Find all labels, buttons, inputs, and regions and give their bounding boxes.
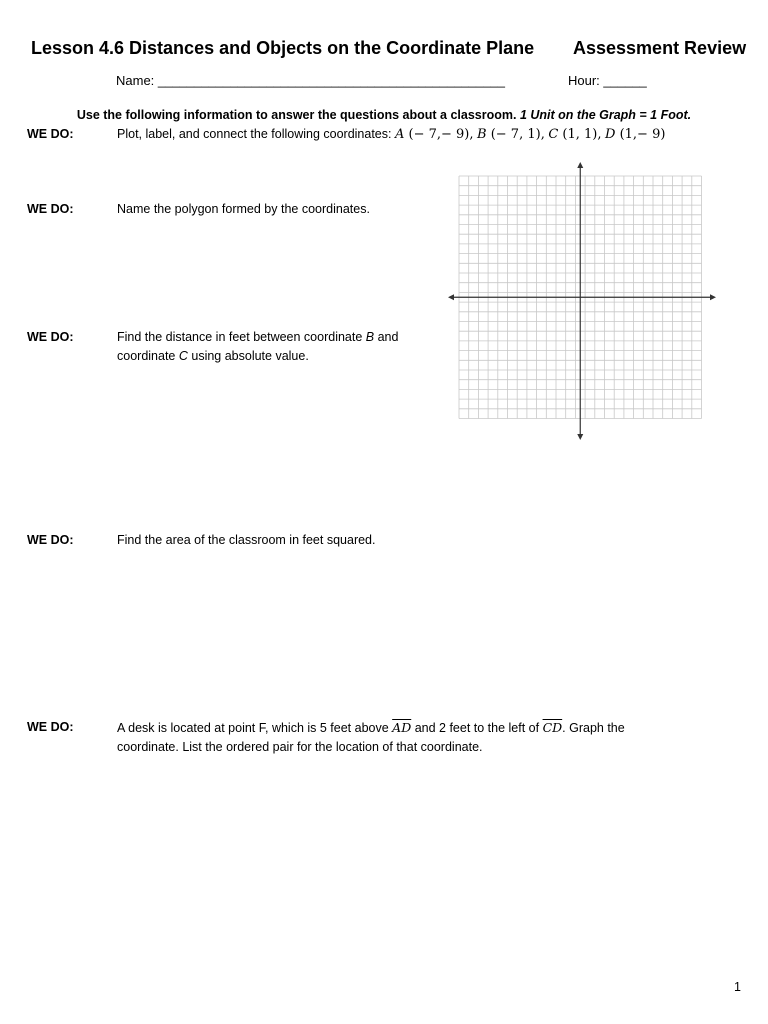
hour-blank[interactable]: ______ bbox=[603, 73, 647, 88]
var-b: B bbox=[365, 330, 375, 344]
coordinate-grid[interactable] bbox=[446, 160, 718, 442]
point-a: A (− 7,− 9), bbox=[394, 127, 474, 142]
q4-label: WE DO: bbox=[27, 533, 74, 547]
x-axis-right-arrow-icon bbox=[710, 294, 716, 300]
q5-text: A desk is located at point F, which is 5 feet above $\overline{AD}$ and 2 feet to the left of $\overline{CD}$. Graph the coordinate. List the ordered pair for the location of that coordinate. bbox=[117, 720, 625, 754]
q2-text: Name the polygon formed by the coordinates. bbox=[117, 202, 370, 216]
var-c: C bbox=[178, 349, 188, 363]
segment-cd: $\overline{CD}$ bbox=[542, 720, 563, 735]
hour-row bbox=[568, 73, 647, 88]
q1-prompt: Plot, label, and connect the following coordinates: bbox=[117, 127, 392, 141]
name-label: Name: bbox=[116, 73, 158, 88]
q1-text bbox=[117, 125, 665, 144]
q4-text: Find the area of the classroom in feet squared. bbox=[117, 533, 376, 547]
q1-label: WE DO: bbox=[27, 127, 74, 141]
point-d: D (1,− 9) bbox=[604, 127, 666, 142]
assessment-review-heading: Assessment Review bbox=[573, 38, 747, 58]
page-number: 1 bbox=[734, 980, 741, 994]
q2-label: WE DO: bbox=[27, 202, 74, 216]
hour-label: Hour: bbox=[568, 73, 604, 88]
instructions-text: Use the following information to answer the questions about a classroom. bbox=[76, 108, 517, 122]
y-axis-up-arrow-icon bbox=[577, 162, 583, 168]
point-c: C (1, 1), bbox=[548, 127, 602, 142]
point-b: B (− 7, 1), bbox=[477, 127, 545, 142]
page-title: Lesson 4.6 Distances and Objects on the Coordinate Plane bbox=[31, 38, 535, 58]
name-row bbox=[116, 73, 505, 88]
name-blank[interactable]: ________________________________________________ bbox=[157, 73, 505, 88]
x-axis-left-arrow-icon bbox=[448, 294, 454, 300]
q5-label: WE DO: bbox=[27, 720, 74, 734]
y-axis-down-arrow-icon bbox=[577, 434, 583, 440]
q3-text: Find the distance in feet between coordinate B and coordinate C using absolute value. bbox=[117, 330, 399, 363]
segment-ad: $\overline{AD}$ bbox=[392, 720, 412, 735]
coordinate-plane-svg[interactable] bbox=[446, 160, 718, 442]
instructions bbox=[0, 108, 768, 122]
q3-label: WE DO: bbox=[27, 330, 74, 344]
scale-text: 1 Unit on the Graph = 1 Foot. bbox=[519, 108, 692, 122]
